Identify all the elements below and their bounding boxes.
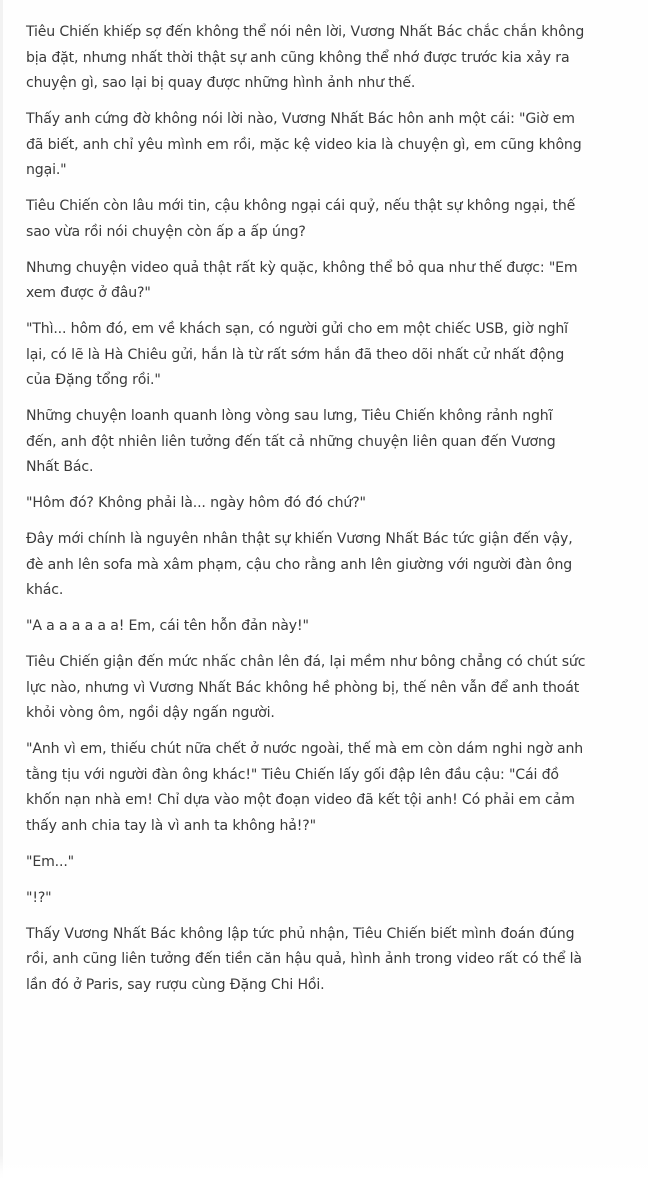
paragraph: "Em..." — [26, 853, 74, 870]
paragraph: "Thì... hôm đó, em về khách sạn, có người gửi cho em một chiếc USB, giờ nghĩ lại, có lẽ là Hà Chiêu gửi, hắn là từ rất sớm hắn đã theo dõi nhất cử nhất động của Đặng tổng rồi." — [26, 321, 568, 388]
paragraph: Nhưng chuyện video quả thật rất kỳ quặc, không thể bỏ qua như thế được: "Em xem được ở đâu?" — [26, 259, 578, 301]
paragraph: Những chuyện loanh quanh lòng vòng sau lưng, Tiêu Chiến không rảnh nghĩ đến, anh đột nhiên liên tưởng đến tất cả những chuyện liên quan đến Vương Nhất Bác. — [26, 408, 556, 475]
paragraph: Tiêu Chiến giận đến mức nhấc chân lên đá, lại mềm như bông chẳng có chút sức lực nào, nhưng vì Vương Nhất Bác không hề phòng bị, thế nên vẫn để anh thoát khỏi vòng ôm, ngồi dậy ngấn người. — [26, 654, 586, 721]
story-text — [26, 20, 586, 1009]
paragraph: Thấy Vương Nhất Bác không lập tức phủ nhận, Tiêu Chiến biết mình đoán đúng rồi, anh cũng liên tưởng đến tiền căn hậu quả, hình ảnh trong video rất có thể là lần đó ở Paris, say rượu cùng Đặng Chi Hồi. — [26, 925, 582, 993]
paragraph: "!?" — [26, 889, 52, 906]
paragraph: Tiêu Chiến khiếp sợ đến không thể nói nên lời, Vương Nhất Bác chắc chắn không bịa đặt, nhưng nhất thời thật sự anh cũng không thể nhớ được trước kia xảy ra chuyện gì, sao lại bị quay được những hình ảnh như thế. — [26, 24, 585, 91]
page-edge — [0, 0, 3, 1179]
paragraph: Thấy anh cứng đờ không nói lời nào, Vương Nhất Bác hôn anh một cái: "Giờ em đã biết, anh chỉ yêu mình em rồi, mặc kệ video kia là chuyện gì, em cũng không ngại." — [26, 111, 582, 178]
bottom-fade — [0, 1155, 648, 1179]
paragraph: "Hôm đó? Không phải là... ngày hôm đó đó chứ?" — [26, 495, 366, 511]
paragraph: Đây mới chính là nguyên nhân thật sự khiến Vương Nhất Bác tức giận đến vậy, đè anh lên sofa mà xâm phạm, cậu cho rằng anh lên giường với người đàn ông khác. — [26, 531, 573, 598]
paragraph: "A a a a a a a! Em, cái tên hỗn đản này!" — [26, 618, 309, 634]
paragraph: Tiêu Chiến còn lâu mới tin, cậu không ngại cái quỷ, nếu thật sự không ngại, thế sao vừa rồi nói chuyện còn ấp a ấp úng? — [26, 198, 576, 240]
paragraph: "Anh vì em, thiếu chút nữa chết ở nước ngoài, thế mà em còn dám nghi ngờ anh tằng tịu với người đàn ông khác!" Tiêu Chiến lấy gối đập lên đầu cậu: "Cái đồ khốn nạn nhà em! Chỉ dựa vào một đoạn video đã kết tội anh! Có phải em cảm thấy anh chia tay là vì anh ta không hả!?" — [26, 741, 584, 834]
